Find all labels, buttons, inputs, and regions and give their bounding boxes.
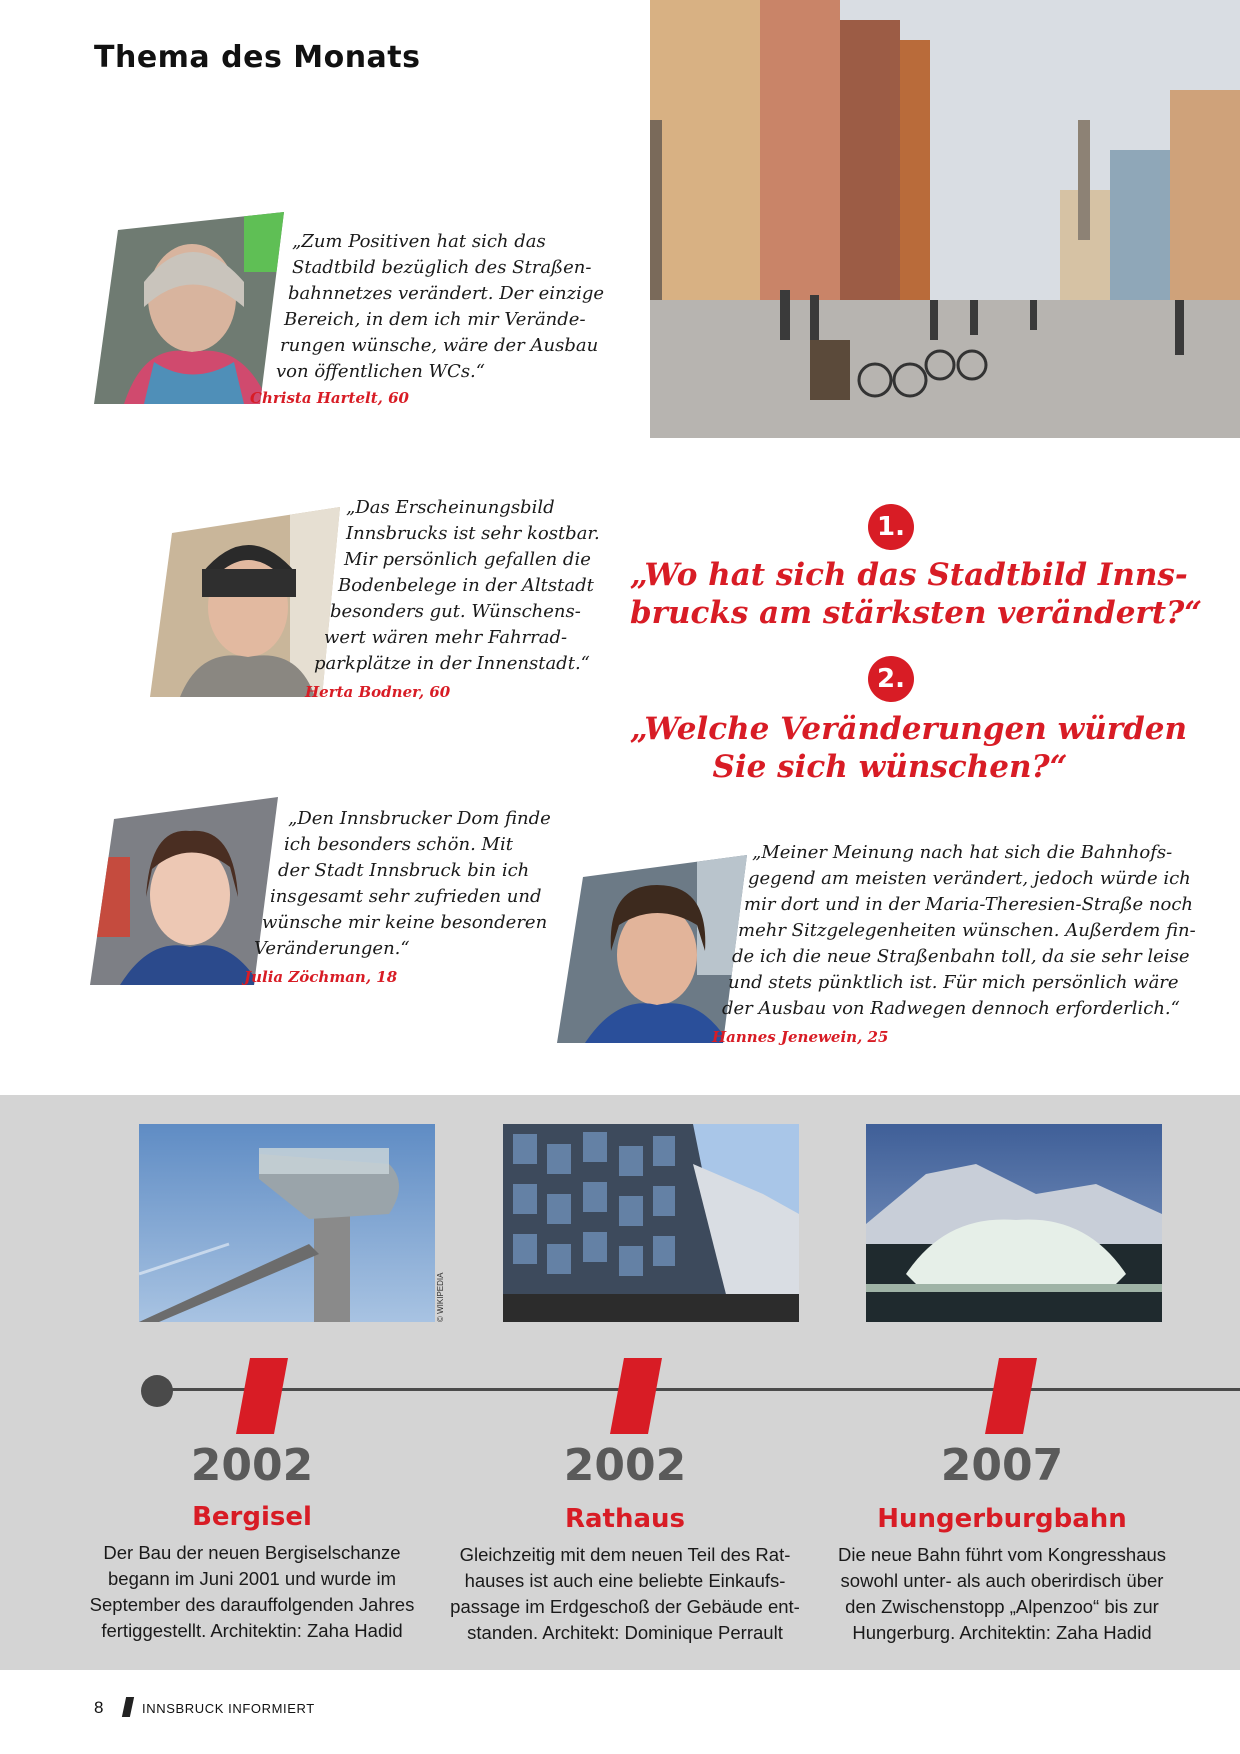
quote-line: mehr Sitzgelegenheiten wünschen. Außerdem fin- xyxy=(738,920,1196,941)
quote-line: Innsbrucks ist sehr kostbar. xyxy=(346,523,600,544)
description-line: passage im Erdgeschoß der Gebäude ent- xyxy=(450,1596,800,1617)
description-line: standen. Architekt: Dominique Perrault xyxy=(467,1622,783,1643)
quote-herta-bodner xyxy=(314,495,600,677)
photo-bergisel xyxy=(139,1124,435,1322)
timeline-title: Bergisel xyxy=(192,1502,312,1532)
footer-slash-mark xyxy=(122,1697,134,1717)
quote-line: Veränderungen.“ xyxy=(254,938,410,959)
description-line: sowohl unter- als auch oberirdisch über xyxy=(840,1570,1164,1591)
quote-line: mir dort und in der Maria-Theresien-Straße noch xyxy=(744,894,1193,915)
question-line: „Wo hat sich das Stadtbild Inns- xyxy=(630,557,1188,593)
timeline-marker xyxy=(610,1358,662,1434)
quote-author: Christa Hartelt, 60 xyxy=(250,389,409,407)
question-2 xyxy=(630,710,1188,786)
quote-author: Julia Zöchman, 18 xyxy=(244,968,398,986)
photo-rathaus xyxy=(503,1124,799,1322)
timeline-description xyxy=(72,1540,432,1644)
timeline-description xyxy=(822,1542,1182,1646)
description-line: Der Bau der neuen Bergiselschanze xyxy=(103,1542,401,1563)
timeline-marker xyxy=(985,1358,1037,1434)
quote-line: Mir persönlich gefallen die xyxy=(344,549,591,570)
description-line: Hungerburg. Architektin: Zaha Hadid xyxy=(852,1622,1152,1643)
timeline-description xyxy=(445,1542,805,1646)
quote-line: parkplätze in der Innenstadt.“ xyxy=(314,653,590,674)
description-line: den Zwischenstopp „Alpenzoo“ bis zur xyxy=(845,1596,1159,1617)
timeline-year: 2002 xyxy=(563,1440,687,1491)
portrait-hannes-jenewein xyxy=(557,855,747,1043)
timeline-year: 2002 xyxy=(190,1440,314,1491)
quote-line: und stets pünktlich ist. Für mich persönlich wäre xyxy=(728,972,1179,993)
portrait-julia-zoechman xyxy=(90,797,278,985)
quote-line: de ich die neue Straßenbahn toll, da sie sehr leise xyxy=(732,946,1190,967)
quote-line: der Ausbau von Radwegen dennoch erforderlich.“ xyxy=(722,998,1180,1019)
photo-credit: © WIKIPEDIA xyxy=(436,1272,445,1322)
page-number: 8 xyxy=(94,1698,104,1717)
quote-line: rungen wünsche, wäre der Ausbau xyxy=(280,335,599,356)
quote-line: insgesamt sehr zufrieden und xyxy=(270,886,542,907)
quote-line: bahnnetzes verändert. Der einzige xyxy=(288,283,605,304)
description-line: fertiggestellt. Architektin: Zaha Hadid xyxy=(101,1620,403,1641)
quote-line: Bereich, in dem ich mir Verände- xyxy=(284,309,586,330)
timeline-axis xyxy=(160,1388,1240,1391)
quote-line: besonders gut. Wünschens- xyxy=(330,601,581,622)
description-line: Gleichzeitig mit dem neuen Teil des Rat- xyxy=(459,1544,791,1565)
quote-hannes-jenewein xyxy=(722,840,1196,1022)
quote-line: Stadtbild bezüglich des Straßen- xyxy=(292,257,592,278)
timeline-marker xyxy=(236,1358,288,1434)
question-line: brucks am stärksten verändert?“ xyxy=(630,595,1203,631)
description-line: September des darauffolgenden Jahres xyxy=(89,1594,415,1615)
question-1 xyxy=(630,556,1203,632)
section-title: Thema des Monats xyxy=(94,40,421,75)
quote-line: „Den Innsbrucker Dom finde xyxy=(288,808,551,829)
publication-name: INNSBRUCK INFORMIERT xyxy=(142,1701,315,1716)
description-line: Die neue Bahn führt vom Kongresshaus xyxy=(837,1544,1167,1565)
question-number-badge: 2. xyxy=(868,656,914,702)
quote-line: „Zum Positiven hat sich das xyxy=(292,231,546,252)
question-number-badge: 1. xyxy=(868,504,914,550)
portrait-christa-hartelt xyxy=(94,212,284,404)
question-line: Sie sich wünschen?“ xyxy=(712,749,1068,785)
quote-line: von öffentlichen WCs.“ xyxy=(276,361,485,382)
quote-line: „Meiner Meinung nach hat sich die Bahnhofs- xyxy=(752,842,1173,863)
photo-hungerburgbahn xyxy=(866,1124,1162,1322)
description-line: begann im Juni 2001 und wurde im xyxy=(108,1568,396,1589)
quote-julia-zoechman xyxy=(254,806,551,962)
question-line: „Welche Veränderungen würden xyxy=(630,711,1188,747)
hero-street-photo xyxy=(650,0,1240,438)
timeline-title: Rathaus xyxy=(564,1504,686,1534)
quote-line: wünsche mir keine besonderen xyxy=(262,912,548,933)
quote-line: „Das Erscheinungsbild xyxy=(346,497,555,518)
quote-line: gegend am meisten verändert, jedoch würde ich xyxy=(748,868,1191,889)
quote-christa-hartelt xyxy=(276,229,605,385)
quote-line: Bodenbelege in der Altstadt xyxy=(338,575,594,596)
quote-author: Hannes Jenewein, 25 xyxy=(712,1028,889,1046)
timeline-year: 2007 xyxy=(940,1440,1064,1491)
timeline-start-dot xyxy=(141,1375,173,1407)
quote-line: der Stadt Innsbruck bin ich xyxy=(278,860,530,881)
quote-line: wert wären mehr Fahrrad- xyxy=(324,627,568,648)
quote-author: Herta Bodner, 60 xyxy=(305,683,451,701)
timeline-title: Hungerburgbahn xyxy=(877,1504,1127,1534)
portrait-herta-bodner xyxy=(150,507,340,697)
description-line: hauses ist auch eine beliebte Einkaufs- xyxy=(464,1570,786,1591)
quote-line: ich besonders schön. Mit xyxy=(284,834,513,855)
